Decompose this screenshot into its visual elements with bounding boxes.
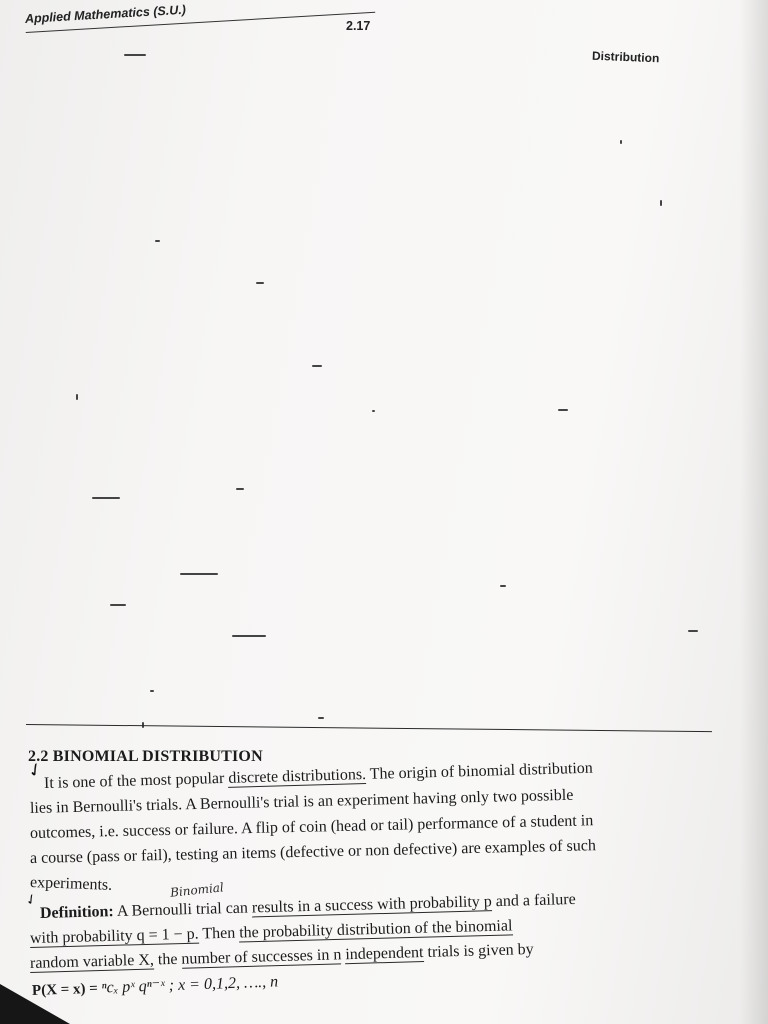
bleed-mark (76, 394, 78, 400)
paragraph-text: lies in Bernoulli's trials. A Bernoulli's trial is an experiment having only two possible (29, 786, 574, 817)
page-number: 2.17 (346, 19, 371, 33)
underlined-phrase: number of successes in n (181, 946, 342, 968)
paragraph-line (30, 837, 596, 868)
underlined-phrase: the probability distribution of the binomial (238, 917, 513, 942)
bleed-mark (318, 717, 324, 719)
bleed-mark (620, 140, 622, 144)
definition-text: A Bernoulli trial can (113, 899, 253, 921)
pen-tick-mark: ✓ (23, 757, 47, 783)
bleed-mark (558, 409, 568, 411)
paragraph-text: a course (pass or fail), testing an items (defective or non defective) are examples of such (29, 837, 597, 867)
dark-corner (0, 984, 70, 1024)
underlined-phrase: discrete distributions. (228, 766, 367, 787)
paragraph-text: It is one of the most popular (43, 769, 225, 792)
bleed-mark (236, 488, 244, 490)
bleed-mark (92, 497, 120, 499)
underlined-phrase: random variable X, (29, 951, 155, 972)
page-edge-shadow (740, 0, 768, 1024)
definition-text: trials is given by (423, 940, 534, 962)
bleed-mark (232, 635, 266, 637)
underlined-phrase: results in a success with probability p (251, 893, 493, 917)
book-title: Applied Mathematics (S.U.) (24, 2, 187, 26)
bleed-mark (124, 54, 146, 56)
bleed-mark (372, 410, 375, 412)
page-header (24, 0, 386, 42)
bleed-mark (256, 282, 264, 284)
underlined-phrase: independent (345, 944, 424, 964)
bleed-mark (180, 573, 218, 575)
definition-text: the (153, 950, 182, 969)
paragraph-line (30, 787, 574, 818)
bleed-mark (688, 630, 698, 632)
bleed-mark (150, 690, 154, 692)
paragraph-text: outcomes, i.e. success or failure. A flip of coin (head or tail) performance of a student in (29, 812, 594, 842)
underlined-phrase: with probability q = 1 − p. (29, 925, 199, 947)
bleed-mark (312, 365, 322, 367)
definition-text: and a failure (491, 890, 576, 911)
definition-text: Then (198, 924, 240, 943)
section-heading: 2.2 BINOMIAL DISTRIBUTION (28, 748, 263, 765)
paragraph-text: The origin of binomial distribution (365, 759, 593, 784)
bleed-mark (660, 200, 662, 206)
paragraph-text: experiments. (29, 874, 113, 894)
pen-tick-mark: ✓ (23, 891, 41, 910)
bleed-mark (155, 240, 160, 242)
bleed-mark (110, 604, 126, 606)
running-head: Distribution (591, 48, 660, 66)
section-divider (26, 724, 712, 732)
formula-expression: ⁿcₓ pˣ qⁿ⁻ˣ ; x = 0,1,2, …., n (101, 973, 279, 997)
formula-label: P(X = x) = (31, 980, 102, 999)
bleed-mark (500, 585, 506, 587)
definition-label: Definition: (39, 903, 114, 922)
paragraph-line (30, 874, 113, 895)
handwritten-note: Binomial (169, 880, 225, 900)
